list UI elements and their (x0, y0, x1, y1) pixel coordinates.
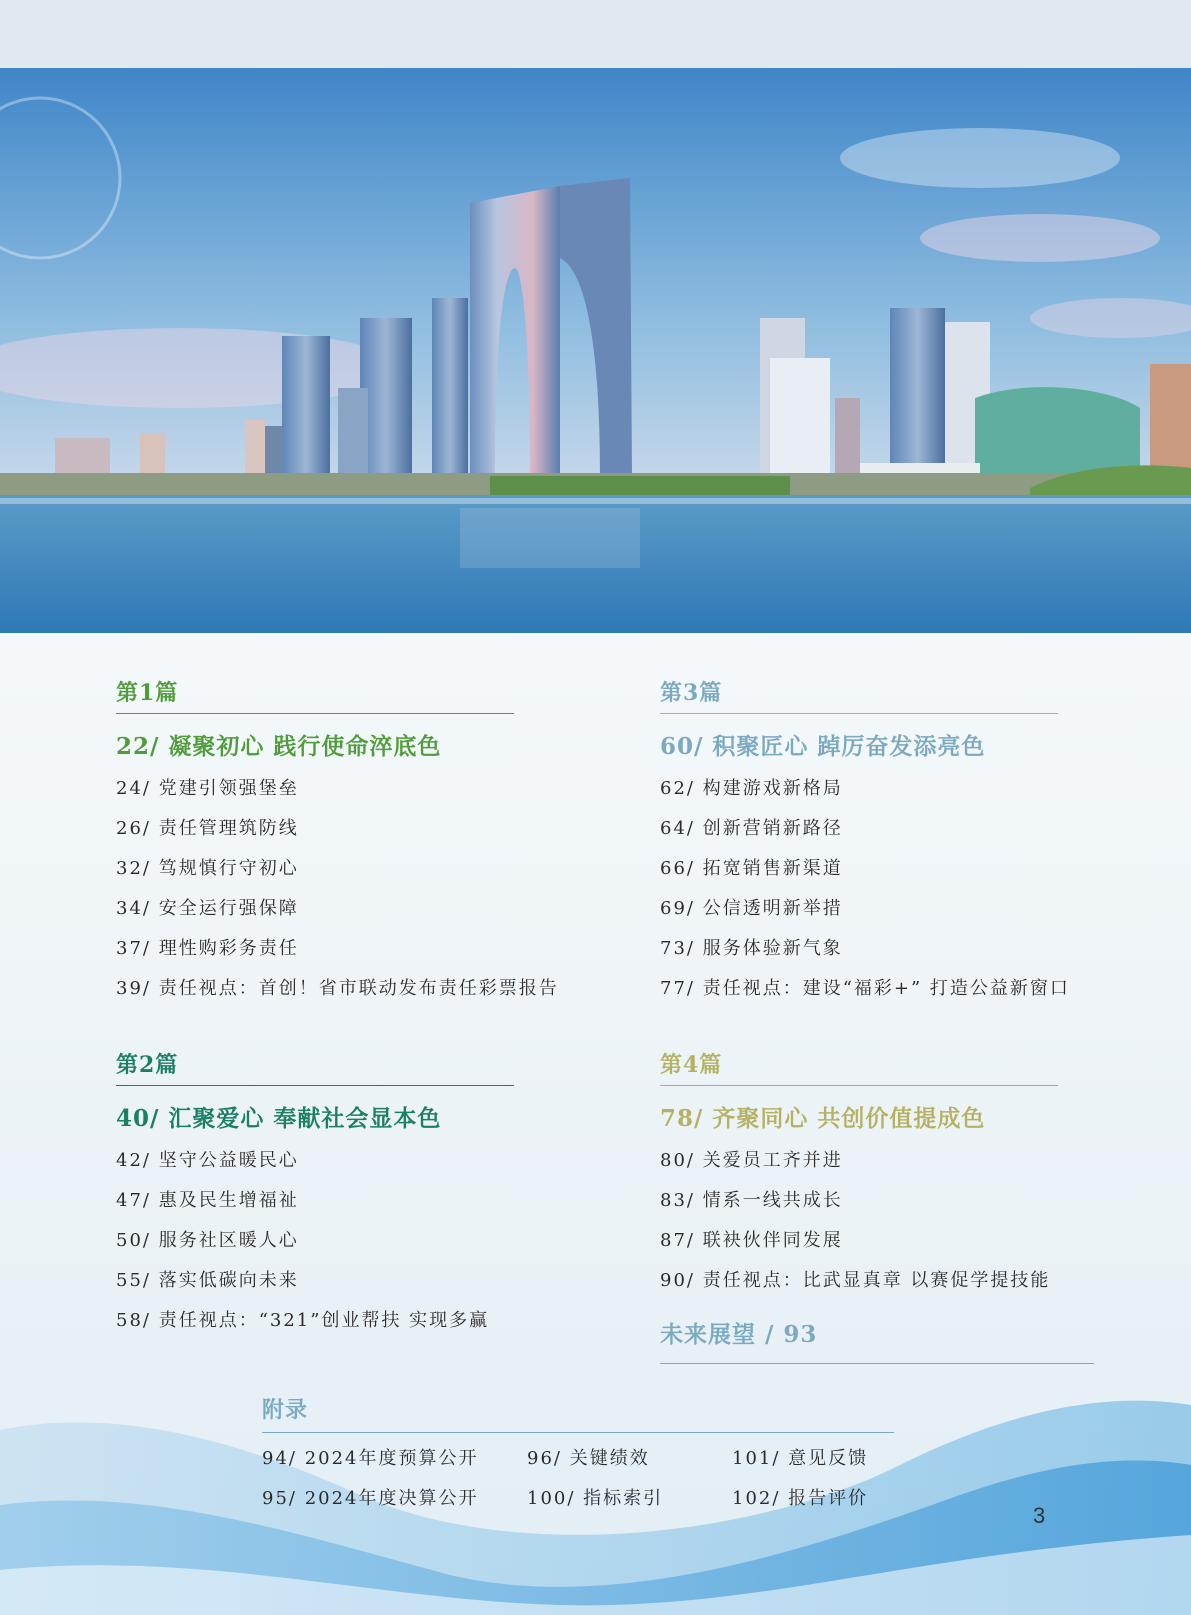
page-number: 3 (1033, 1503, 1046, 1528)
section-1-items (116, 769, 576, 1009)
section-1-title[interactable]: 22/ 凝聚初心 践行使命淬底色 (116, 733, 442, 760)
toc-section-1 (116, 676, 576, 1009)
appendix-items (262, 1439, 894, 1519)
section-1-label: 第1篇 (116, 676, 514, 714)
toc-item[interactable]: 58/ 责任视点：“321”创业帮扶 实现多赢 (116, 1310, 490, 1331)
appendix-item[interactable]: 94/ 2024年度预算公开 (262, 1448, 479, 1469)
appendix-item[interactable]: 96/ 关键绩效 (527, 1448, 650, 1469)
toc-item[interactable]: 37/ 理性购彩务责任 (116, 938, 299, 959)
toc-item[interactable]: 55/ 落实低碳向未来 (116, 1270, 299, 1291)
toc-item[interactable]: 87/ 联袂伙伴同发展 (660, 1230, 843, 1251)
toc-item[interactable]: 24/ 党建引领强堡垒 (116, 778, 299, 799)
toc-item[interactable]: 26/ 责任管理筑防线 (116, 818, 299, 839)
appendix-item[interactable]: 102/ 报告评价 (732, 1488, 869, 1509)
toc-item[interactable]: 69/ 公信透明新举措 (660, 898, 843, 919)
section-3-label: 第3篇 (660, 676, 1058, 714)
section-3-items (660, 769, 1120, 1009)
toc-item[interactable]: 62/ 构建游戏新格局 (660, 778, 843, 799)
toc-item[interactable]: 66/ 拓宽销售新渠道 (660, 858, 843, 879)
appendix-section (262, 1393, 894, 1519)
appendix-item[interactable]: 101/ 意见反馈 (732, 1448, 869, 1469)
toc-item[interactable]: 80/ 关爱员工齐并进 (660, 1150, 843, 1171)
toc-section-2 (116, 1048, 576, 1341)
section-2-items (116, 1141, 576, 1341)
toc-item[interactable]: 42/ 坚守公益暖民心 (116, 1150, 299, 1171)
hero-city-skyline-image (0, 68, 1191, 633)
section-4-items (660, 1141, 1120, 1301)
future-outlook-entry[interactable]: 未来展望 / 93 (660, 1316, 1094, 1364)
top-band (0, 0, 1191, 68)
section-2-label: 第2篇 (116, 1048, 514, 1086)
toc-item[interactable]: 47/ 惠及民生增福祉 (116, 1190, 299, 1211)
toc-item[interactable]: 73/ 服务体验新气象 (660, 938, 843, 959)
toc-item[interactable]: 50/ 服务社区暖人心 (116, 1230, 299, 1251)
appendix-item[interactable]: 100/ 指标索引 (527, 1488, 664, 1509)
toc-item[interactable]: 90/ 责任视点：比武显真章 以赛促学提技能 (660, 1270, 1051, 1291)
section-4-title[interactable]: 78/ 齐聚同心 共创价值提成色 (660, 1105, 986, 1132)
toc-section-4 (660, 1048, 1120, 1301)
toc-section-3 (660, 676, 1120, 1009)
section-3-title[interactable]: 60/ 积聚匠心 踔厉奋发添亮色 (660, 733, 986, 760)
toc-item[interactable]: 39/ 责任视点：首创！省市联动发布责任彩票报告 (116, 978, 559, 999)
appendix-label: 附录 (262, 1393, 894, 1433)
appendix-item[interactable]: 95/ 2024年度决算公开 (262, 1488, 479, 1509)
toc-item[interactable]: 83/ 情系一线共成长 (660, 1190, 843, 1211)
toc-item[interactable]: 32/ 笃规慎行守初心 (116, 858, 299, 879)
toc-item[interactable]: 77/ 责任视点：建设“福彩+” 打造公益新窗口 (660, 978, 1070, 999)
section-4-label: 第4篇 (660, 1048, 1058, 1086)
toc-item[interactable]: 64/ 创新营销新路径 (660, 818, 843, 839)
section-2-title[interactable]: 40/ 汇聚爱心 奉献社会显本色 (116, 1105, 442, 1132)
toc-item[interactable]: 34/ 安全运行强保障 (116, 898, 299, 919)
